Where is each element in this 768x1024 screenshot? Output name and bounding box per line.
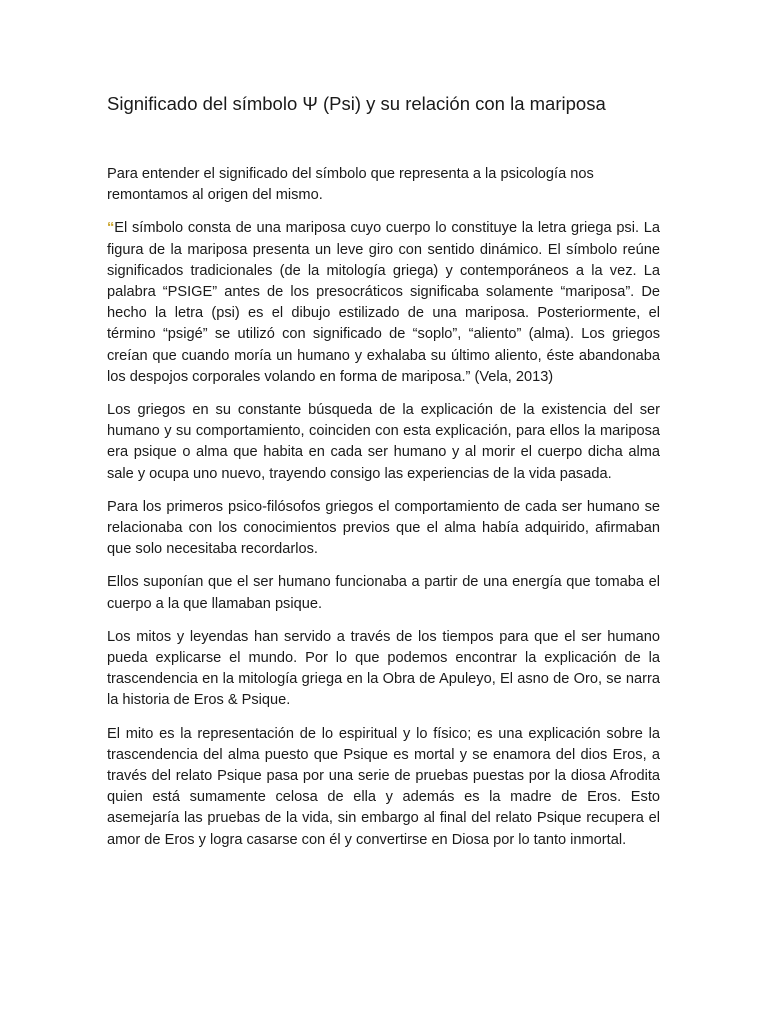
paragraph-eros-psique-myth: El mito es la representación de lo espiritual y lo físico; es una explicación sobre la trascendencia del alma puesto que Psique es mortal y se enamora del dios Eros, a través del relato Psique pasa por una serie de pruebas puestas por la diosa Afrodita quien está sumamente celosa de ella y además es la madre de Eros. Esto asemejaría las pruebas de la vida, sin embargo al final del relato Psique recupera el amor de Eros y logra casarse con él y convertirse en Diosa por lo tanto inmortal. [107,725,660,848]
paragraph-greeks-search: Los griegos en su constante búsqueda de la explicación de la existencia del ser humano y su comportamiento, coinciden con esta explicación, para ellos la mariposa era psique o alma que habita en cada ser humano y al morir el cuerpo dicha alma sale y ocupa uno nuevo, trayendo consigo las experiencias de la vida pasada. [107,402,660,482]
page-title: Significado del símbolo Ψ (Psi) y su relación con la mariposa [107,93,606,114]
paragraph-energy-psique: Ellos suponían que el ser humano funcionaba a partir de una energía que tomaba el cuerpo a la que llamaban psique. [107,574,660,612]
quote-open-mark: “ [107,220,115,237]
paragraph-quote [107,218,660,388]
paragraph-myths-legends: Los mitos y leyendas han servido a través de los tiempos para que el ser humano pueda explicarse el mundo. Por lo que podemos encontrar la explicación de la trascendencia en la mitología griega en la Obra de Apuleyo, El asno de Oro, se narra la historia de Eros & Psique. [107,628,660,709]
paragraph-psycho-philosophers: Para los primeros psico-filósofos griegos el comportamiento de cada ser humano se relacionaba con los conocimientos previos que el alma había adquirido, afirmaban que solo necesitaba recordarlos. [107,498,660,558]
paragraph-intro: Para entender el significado del símbolo que representa a la psicología nos remontamos al origen del mismo. [107,166,594,204]
quote-text: El símbolo consta de una mariposa cuyo cuerpo lo constituye la letra griega psi. La figura de la mariposa presenta un leve giro con sentido dinámico. El símbolo reúne significados tradicionales (de la mitología griega) y contemporáneos a la vez. La palabra “PSIGE” antes de los presocráticos significaba solamente “mariposa”. De hecho la letra (psi) es el dibujo estilizado de una mariposa. Posteriormente, el término “psigé” se utilizó con significado de “soplo”, “aliento” (alma). Los griegos creían que cuando moría un humano y exhalaba su último aliento, éste abandonaba los despojos corporales volando en forma de mariposa.” (Vela, 2013) [107,220,660,385]
document-body [107,164,660,863]
